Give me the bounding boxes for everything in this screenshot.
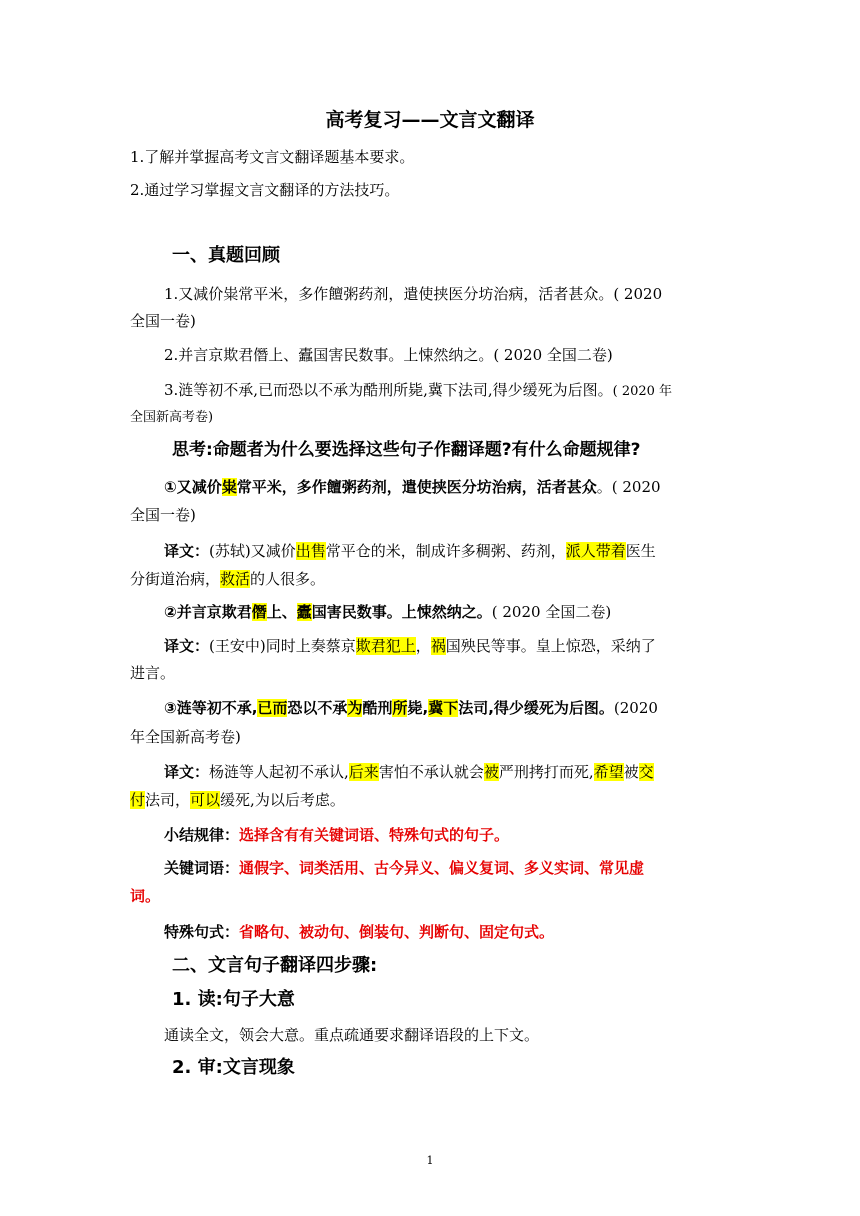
translation-1-line2: 分街道治病，救活的人很多。 bbox=[130, 570, 326, 588]
step-1-heading: 1. 读:句子大意 bbox=[172, 989, 295, 1010]
objective-1: 1.了解并掌握高考文言文翻译题基本要求。 bbox=[130, 148, 415, 166]
question-1-line2: 全国一卷) bbox=[130, 312, 196, 330]
objective-2: 2.通过学习掌握文言文翻译的方法技巧。 bbox=[130, 181, 400, 199]
translation-1-line1: 译文：(苏轼)又减价出售常平仓的米，制成许多稠粥、药剂，派人带着医生 bbox=[164, 542, 656, 560]
step-2-heading: 2. 审:文言现象 bbox=[172, 1057, 295, 1078]
special-sentences: 特殊句式：省略句、被动句、倒装句、判断句、固定句式。 bbox=[164, 923, 555, 941]
section-1-heading: 一、真题回顾 bbox=[172, 245, 280, 266]
section-2-heading: 二、文言句子翻译四步骤: bbox=[172, 955, 378, 976]
question-3-line1: 3.涟等初不承,已而恐以不承为酷刑所毙,冀下法司,得少缓死为后图。( 2020 年 bbox=[164, 381, 673, 399]
sentence-1-line1: ①又减价粜常平米，多作饘粥药剂，遣使挟医分坊治病，活者甚众。( 2020 bbox=[164, 478, 661, 496]
question-3-line2: 全国新高考卷) bbox=[130, 410, 214, 425]
key-terms-line1: 关键词语：通假字、词类活用、古今异义、偏义复词、多义实词、常见虚 bbox=[164, 859, 645, 877]
question-2: 2.并言京欺君僭上、蠹国害民数事。上悚然纳之。( 2020 全国二卷) bbox=[164, 346, 613, 364]
think-question: 思考:命题者为什么要选择这些句子作翻译题?有什么命题规律? bbox=[172, 440, 641, 460]
sentence-1-line2: 全国一卷) bbox=[130, 506, 196, 524]
page-number: 1 bbox=[426, 1154, 434, 1167]
page-title: 高考复习——文言文翻译 bbox=[325, 109, 535, 131]
translation-3-line1: 译文：杨涟等人起初不承认,后来害怕不承认就会被严刑拷打而死,希望被交 bbox=[164, 763, 654, 781]
translation-2-line2: 进言。 bbox=[130, 664, 176, 682]
question-1-line1: 1.又减价粜常平米，多作饘粥药剂，遣使挟医分坊治病，活者甚众。( 2020 bbox=[164, 285, 663, 303]
sentence-3-line1: ③涟等初不承,已而恐以不承为酷刑所毙,冀下法司,得少缓死为后图。(2020 bbox=[164, 699, 658, 717]
sentence-3-line2: 年全国新高考卷) bbox=[130, 728, 241, 746]
key-terms-line2: 词。 bbox=[130, 887, 161, 905]
translation-2-line1: 译文：(王安中)同时上奏蔡京欺君犯上，祸国殃民等事。皇上惊恐，采纳了 bbox=[164, 637, 656, 655]
step-1-text: 通读全文，领会大意。重点疏通要求翻译语段的上下文。 bbox=[164, 1026, 540, 1044]
sentence-2: ②并言京欺君僭上、蠹国害民数事。上悚然纳之。( 2020 全国二卷) bbox=[164, 603, 612, 621]
summary-rule: 小结规律：选择含有有关键词语、特殊句式的句子。 bbox=[164, 826, 510, 844]
translation-3-line2: 付法司，可以缓死,为以后考虑。 bbox=[130, 791, 345, 809]
